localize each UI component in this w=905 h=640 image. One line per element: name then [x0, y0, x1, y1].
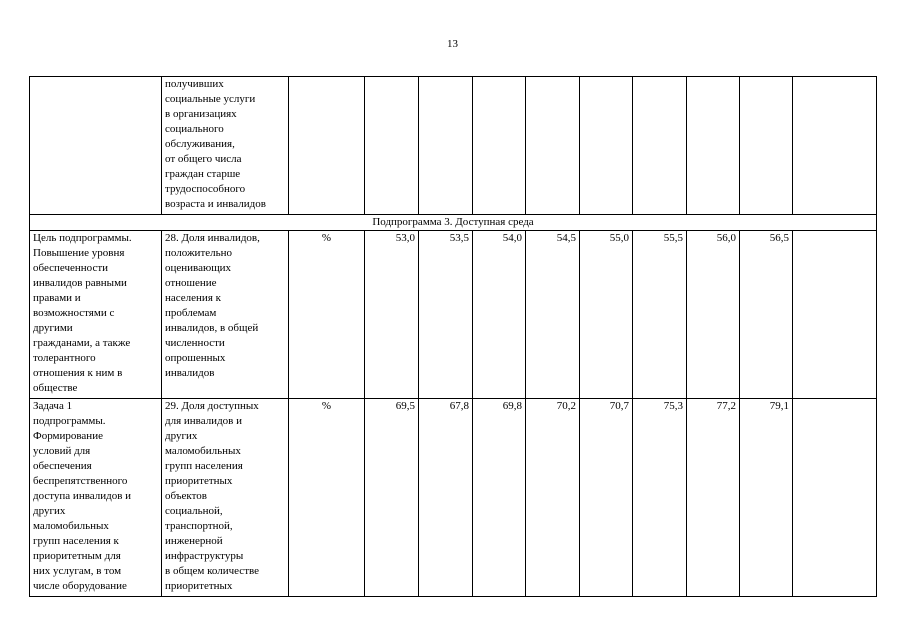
value-cell [580, 77, 633, 215]
value-cell [419, 77, 473, 215]
value-cell: 53,0 [365, 231, 419, 399]
unit-cell [289, 77, 365, 215]
page-number: 13 [447, 38, 458, 50]
value-cell: 75,3 [633, 399, 687, 597]
value-cell: 54,5 [526, 231, 580, 399]
value-cell [365, 77, 419, 215]
value-cell [473, 77, 526, 215]
value-cell: 69,8 [473, 399, 526, 597]
value-cell: 70,2 [526, 399, 580, 597]
value-cell: 53,5 [419, 231, 473, 399]
value-cell [793, 77, 877, 215]
table-row-continued [30, 77, 877, 215]
section-title: Подпрограмма 3. Доступная среда [30, 215, 877, 231]
value-cell [687, 77, 740, 215]
value-cell [526, 77, 580, 215]
value-cell: 77,2 [687, 399, 740, 597]
table-row [30, 399, 877, 597]
section-header-row [30, 215, 877, 231]
value-cell: 79,1 [740, 399, 793, 597]
unit-cell: % [289, 399, 365, 597]
value-cell: 55,5 [633, 231, 687, 399]
value-cell: 56,5 [740, 231, 793, 399]
value-cell: 70,7 [580, 399, 633, 597]
unit-cell: % [289, 231, 365, 399]
indicator-cell: получивших социальные услуги в организациях социального обслуживания, от общего числа граждан старше трудоспособного возраста и инвалидов [162, 77, 289, 215]
indicators-table [29, 76, 877, 597]
value-cell [740, 77, 793, 215]
goal-cell: Цель подпрограммы. Повышение уровня обеспеченности инвалидов равными правами и возможностями с другими гражданами, а также толерантного отношения к ним в обществе [30, 231, 162, 399]
value-cell: 56,0 [687, 231, 740, 399]
value-cell: 69,5 [365, 399, 419, 597]
value-cell: 54,0 [473, 231, 526, 399]
indicator-cell: 28. Доля инвалидов, положительно оценивающих отношение населения к проблемам инвалидов, в общей численности опрошенных инвалидов [162, 231, 289, 399]
value-cell [633, 77, 687, 215]
goal-cell [30, 77, 162, 215]
value-cell [793, 399, 877, 597]
value-cell: 67,8 [419, 399, 473, 597]
value-cell [793, 231, 877, 399]
value-cell: 55,0 [580, 231, 633, 399]
goal-cell: Задача 1 подпрограммы. Формирование условий для обеспечения беспрепятственного доступа инвалидов и других маломобильных групп населения к приоритетным для них услугам, в том числе оборудование [30, 399, 162, 597]
table-row [30, 231, 877, 399]
indicator-cell: 29. Доля доступных для инвалидов и других маломобильных групп населения приоритетных объектов социальной, транспортной, инженерной инфраструктуры в общем количестве приоритетных [162, 399, 289, 597]
